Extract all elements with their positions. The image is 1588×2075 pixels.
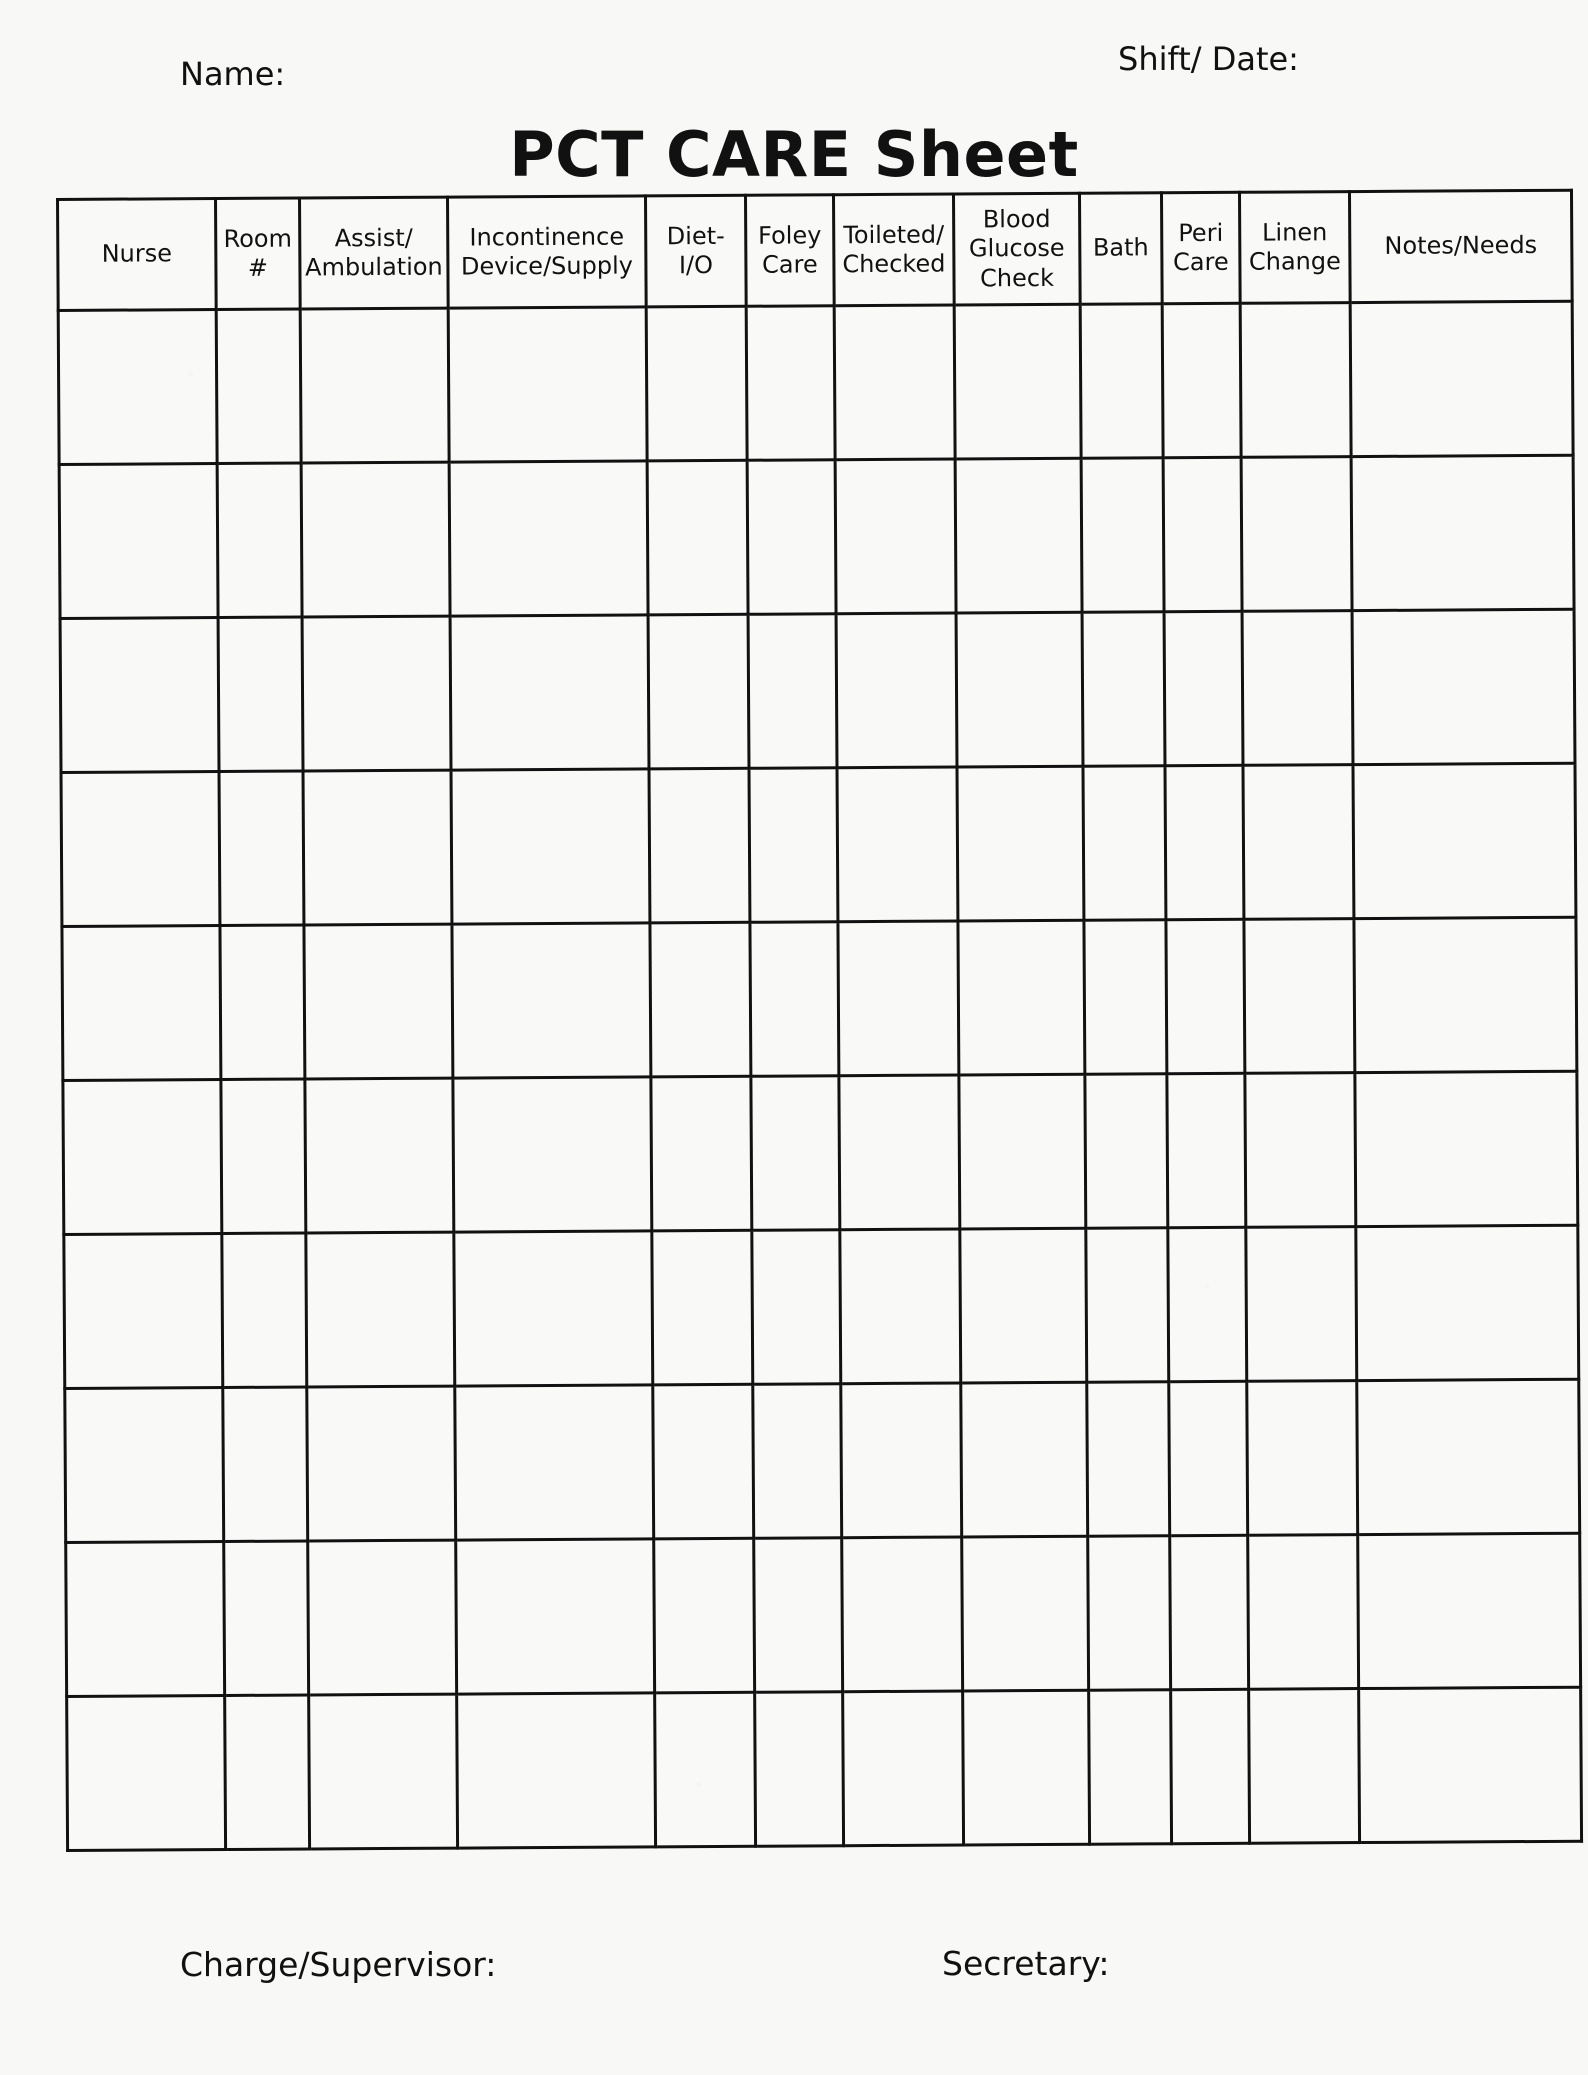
table-cell[interactable] [220,925,305,1080]
table-cell[interactable] [961,1382,1088,1537]
page-title: PCT CARE Sheet [509,118,1079,191]
table-cell[interactable] [58,310,217,465]
table-cell[interactable] [453,1077,652,1232]
table-cell[interactable] [650,922,751,1077]
table-cell[interactable] [748,614,837,769]
table-cell[interactable] [454,1231,653,1386]
table-cell[interactable] [646,306,747,461]
table-cell[interactable] [1244,919,1355,1074]
table-row [62,917,1577,1080]
table-cell[interactable] [65,1388,224,1543]
table-cell[interactable] [1082,612,1165,766]
table-cell[interactable] [304,924,453,1079]
table-cell[interactable] [452,923,651,1078]
table-cell[interactable] [1241,457,1352,612]
table-cell[interactable] [1353,763,1576,918]
table-cell[interactable] [1080,304,1163,458]
table-cell[interactable] [652,1230,753,1385]
table-cell[interactable] [962,1536,1089,1691]
table-cell[interactable] [218,617,303,772]
table-cell[interactable] [456,1539,655,1694]
table-cell[interactable] [1085,1074,1168,1228]
table-cell[interactable] [305,1078,454,1233]
diet-io-column-header: Diet- I/O [645,195,746,307]
table-cell[interactable] [955,458,1082,613]
table-header-row [58,190,1573,310]
table-row [64,1225,1579,1388]
table-cell[interactable] [1249,1689,1360,1844]
care-sheet-table [56,189,1583,1852]
table-cell[interactable] [1171,1689,1250,1843]
peri-care-column-header: Peri Care [1161,192,1240,303]
table-cell[interactable] [751,1076,840,1231]
table-cell[interactable] [222,1233,307,1388]
table-cell[interactable] [752,1230,841,1385]
table-cell[interactable] [1084,920,1167,1074]
table-cell[interactable] [225,1695,310,1850]
table-cell[interactable] [66,1542,225,1697]
table-cell[interactable] [834,305,955,460]
table-cell[interactable] [960,1228,1087,1383]
table-row [59,455,1574,618]
table-cell[interactable] [59,464,218,619]
table-cell[interactable] [1162,303,1241,457]
table-cell[interactable] [1081,458,1164,612]
table-cell[interactable] [60,618,219,773]
table-cell[interactable] [954,304,1081,459]
table-cell[interactable] [224,1541,309,1696]
table-cell[interactable] [839,1075,960,1230]
table-cell[interactable] [651,1076,752,1231]
table-cell[interactable] [959,1074,1086,1229]
table-cell[interactable] [1357,1379,1580,1534]
table-cell[interactable] [223,1387,308,1542]
table-cell[interactable] [746,306,835,461]
table-cell[interactable] [653,1384,754,1539]
table-row [58,301,1573,464]
table-cell[interactable] [1358,1533,1581,1688]
room-column-header: Room # [216,198,301,310]
table-cell[interactable] [1083,766,1166,920]
table-cell[interactable] [1164,611,1243,765]
table-cell[interactable] [1165,765,1244,919]
table-cell[interactable] [451,769,650,924]
table-cell[interactable] [750,922,839,1077]
blood-glucose-column-header: Blood Glucose Check [953,193,1080,305]
name-label: Name: [180,55,286,93]
table-cell[interactable] [64,1234,223,1389]
table-cell[interactable] [1163,457,1242,611]
assist-ambulation-column-header: Assist/ Ambulation [300,197,449,309]
table-cell[interactable] [1087,1382,1170,1536]
linen-change-column-header: Linen Change [1239,192,1350,304]
table-cell[interactable] [306,1232,455,1387]
table-cell[interactable] [836,613,957,768]
table-cell[interactable] [62,926,221,1081]
table-cell[interactable] [1245,1073,1356,1228]
table-cell[interactable] [302,616,451,771]
table-cell[interactable] [1086,1228,1169,1382]
secretary-label: Secretary: [942,1944,1110,1983]
table-cell[interactable] [1352,609,1575,764]
table-cell[interactable] [1242,611,1353,766]
table-cell[interactable] [1170,1535,1249,1689]
table-cell[interactable] [842,1537,963,1692]
table-cell[interactable] [63,1080,222,1235]
table-cell[interactable] [448,307,647,462]
charge-supervisor-label: Charge/Supervisor: [180,1945,497,1984]
table-row [67,1687,1582,1850]
table-cell[interactable] [957,766,1084,921]
table-cell[interactable] [1243,765,1354,920]
table-cell[interactable] [649,768,750,923]
toileted-checked-column-header: Toileted/ Checked [833,194,954,306]
table-cell[interactable] [841,1383,962,1538]
table-cell[interactable] [749,768,838,923]
table-cell[interactable] [1354,917,1577,1072]
table-cell[interactable] [1240,303,1351,458]
table-row [61,763,1576,926]
table-row [60,609,1575,772]
table-cell[interactable] [67,1695,226,1850]
table-cell[interactable] [1168,1227,1247,1381]
table-cell[interactable] [221,1079,306,1234]
table-cell[interactable] [958,920,1085,1075]
table-cell[interactable] [1350,301,1573,456]
table-cell[interactable] [308,1540,457,1695]
table-cell[interactable] [755,1692,844,1847]
table-cell[interactable] [1166,919,1245,1073]
table-cell[interactable] [1356,1225,1579,1380]
notes-needs-column-header: Notes/Needs [1349,190,1572,302]
bath-column-header: Bath [1079,193,1162,304]
table-cell[interactable] [1167,1073,1246,1227]
table-cell[interactable] [838,921,959,1076]
table-cell[interactable] [61,772,220,927]
table-cell[interactable] [963,1690,1090,1845]
table-cell[interactable] [753,1384,842,1539]
table-cell[interactable] [307,1386,456,1541]
table-cell[interactable] [449,461,648,616]
table-cell[interactable] [219,771,304,926]
table-cell[interactable] [303,770,452,925]
table-cell[interactable] [1351,455,1574,610]
incontinence-column-header: Incontinence Device/Supply [448,196,647,308]
table-cell[interactable] [1355,1071,1578,1226]
table-cell[interactable] [1088,1536,1171,1690]
table-cell[interactable] [647,460,748,615]
table-row [65,1379,1580,1542]
table-cell[interactable] [655,1692,756,1847]
table-cell[interactable] [309,1694,458,1849]
table-cell[interactable] [1359,1687,1582,1842]
table-cell[interactable] [457,1693,656,1848]
table-cell[interactable] [747,460,836,615]
table-cell[interactable] [840,1229,961,1384]
table-cell[interactable] [835,459,956,614]
table-cell[interactable] [837,767,958,922]
table-cell[interactable] [648,614,749,769]
table-cell[interactable] [754,1538,843,1693]
table-row [63,1071,1578,1234]
table-cell[interactable] [956,612,1083,767]
table-cell[interactable] [1248,1535,1359,1690]
table-cell[interactable] [217,463,302,618]
table-cell[interactable] [1089,1690,1172,1844]
table-row [66,1533,1581,1696]
shift-date-label: Shift/ Date: [1118,40,1299,78]
nurse-column-header: Nurse [58,199,217,311]
table-cell[interactable] [654,1538,755,1693]
table-cell[interactable] [843,1691,964,1846]
table-cell[interactable] [300,308,449,463]
table-cell[interactable] [1246,1227,1357,1382]
table-cell[interactable] [450,615,649,770]
foley-care-column-header: Foley Care [745,195,834,307]
table-cell[interactable] [1247,1381,1358,1536]
table-cell[interactable] [455,1385,654,1540]
table-cell[interactable] [1169,1381,1248,1535]
table-cell[interactable] [216,309,301,464]
table-cell[interactable] [301,462,450,617]
